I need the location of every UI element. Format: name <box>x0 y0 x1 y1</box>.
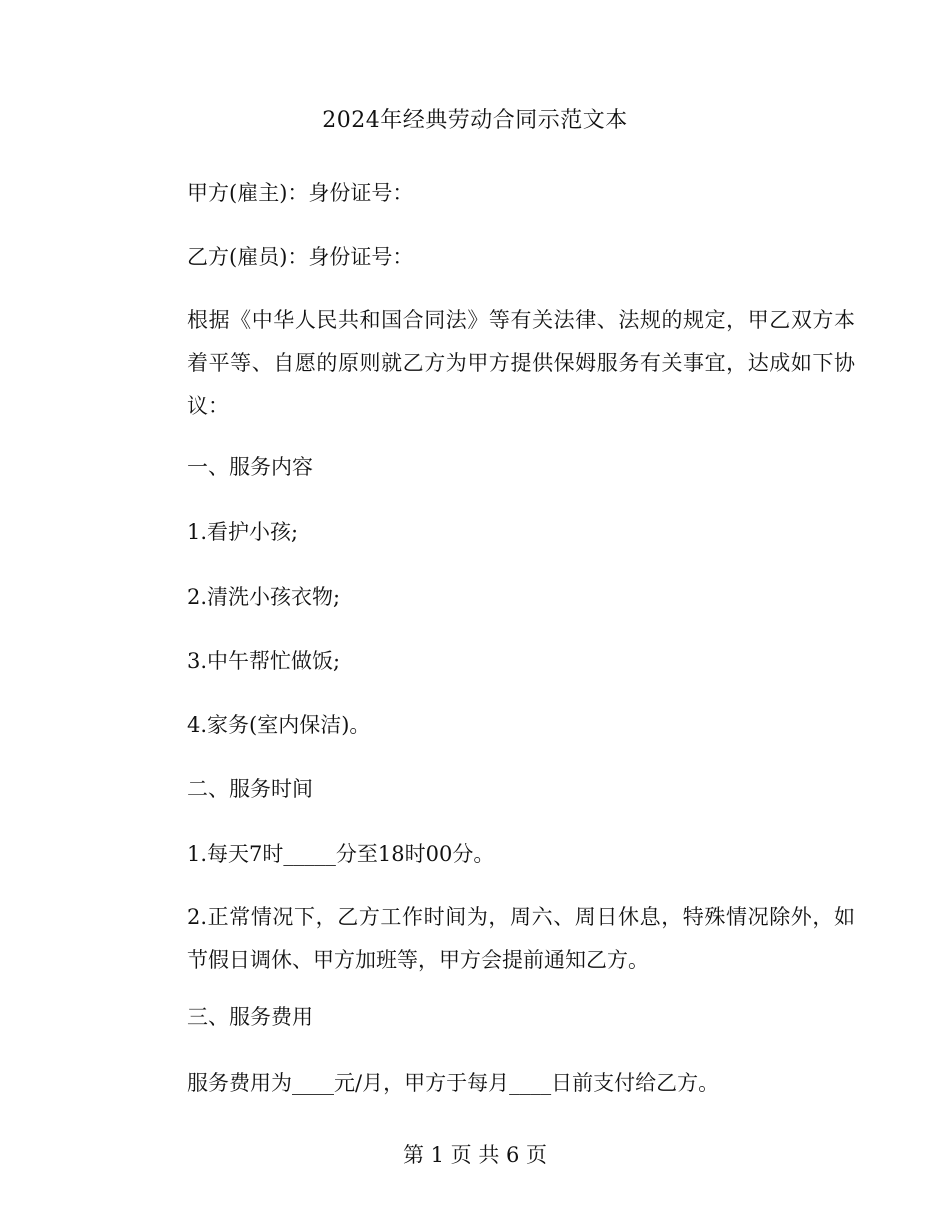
party-a-line: 甲方(雇主)：身份证号： <box>187 181 414 205</box>
service-item-1: 1.看护小孩; <box>187 520 299 544</box>
service-item-4: 4.家务(室内保洁)。 <box>187 713 371 737</box>
section-heading-service-time: 二、服务时间 <box>187 777 313 801</box>
service-fee-item-1: 服务费用为____元/月，甲方于每月____日前支付给乙方。 <box>187 1071 720 1095</box>
document-title: 2024年经典劳动合同示范文本 <box>322 108 628 133</box>
service-item-3: 3.中午帮忙做饭; <box>187 649 341 673</box>
service-time-item-2: 2.正常情况下，乙方工作时间为，周六、周日休息，特殊情况除外，如节假日调休、甲方加班等，甲方会提前通知乙方。 <box>187 905 855 972</box>
preamble-paragraph: 根据《中华人民共和国合同法》等有关法律、法规的规定，甲乙双方本着平等、自愿的原则就乙方为甲方提供保姆服务有关事宜，达成如下协议： <box>187 308 855 418</box>
page-number-footer: 第 1 页 共 6 页 <box>402 1143 548 1167</box>
party-b-line: 乙方(雇员)：身份证号： <box>187 245 414 269</box>
service-item-2: 2.清洗小孩衣物; <box>187 585 341 609</box>
service-time-item-1: 1.每天7时_____分至18时00分。 <box>187 842 495 866</box>
section-heading-service-fee: 三、服务费用 <box>187 1005 313 1029</box>
section-heading-service-content: 一、服务内容 <box>187 455 313 479</box>
